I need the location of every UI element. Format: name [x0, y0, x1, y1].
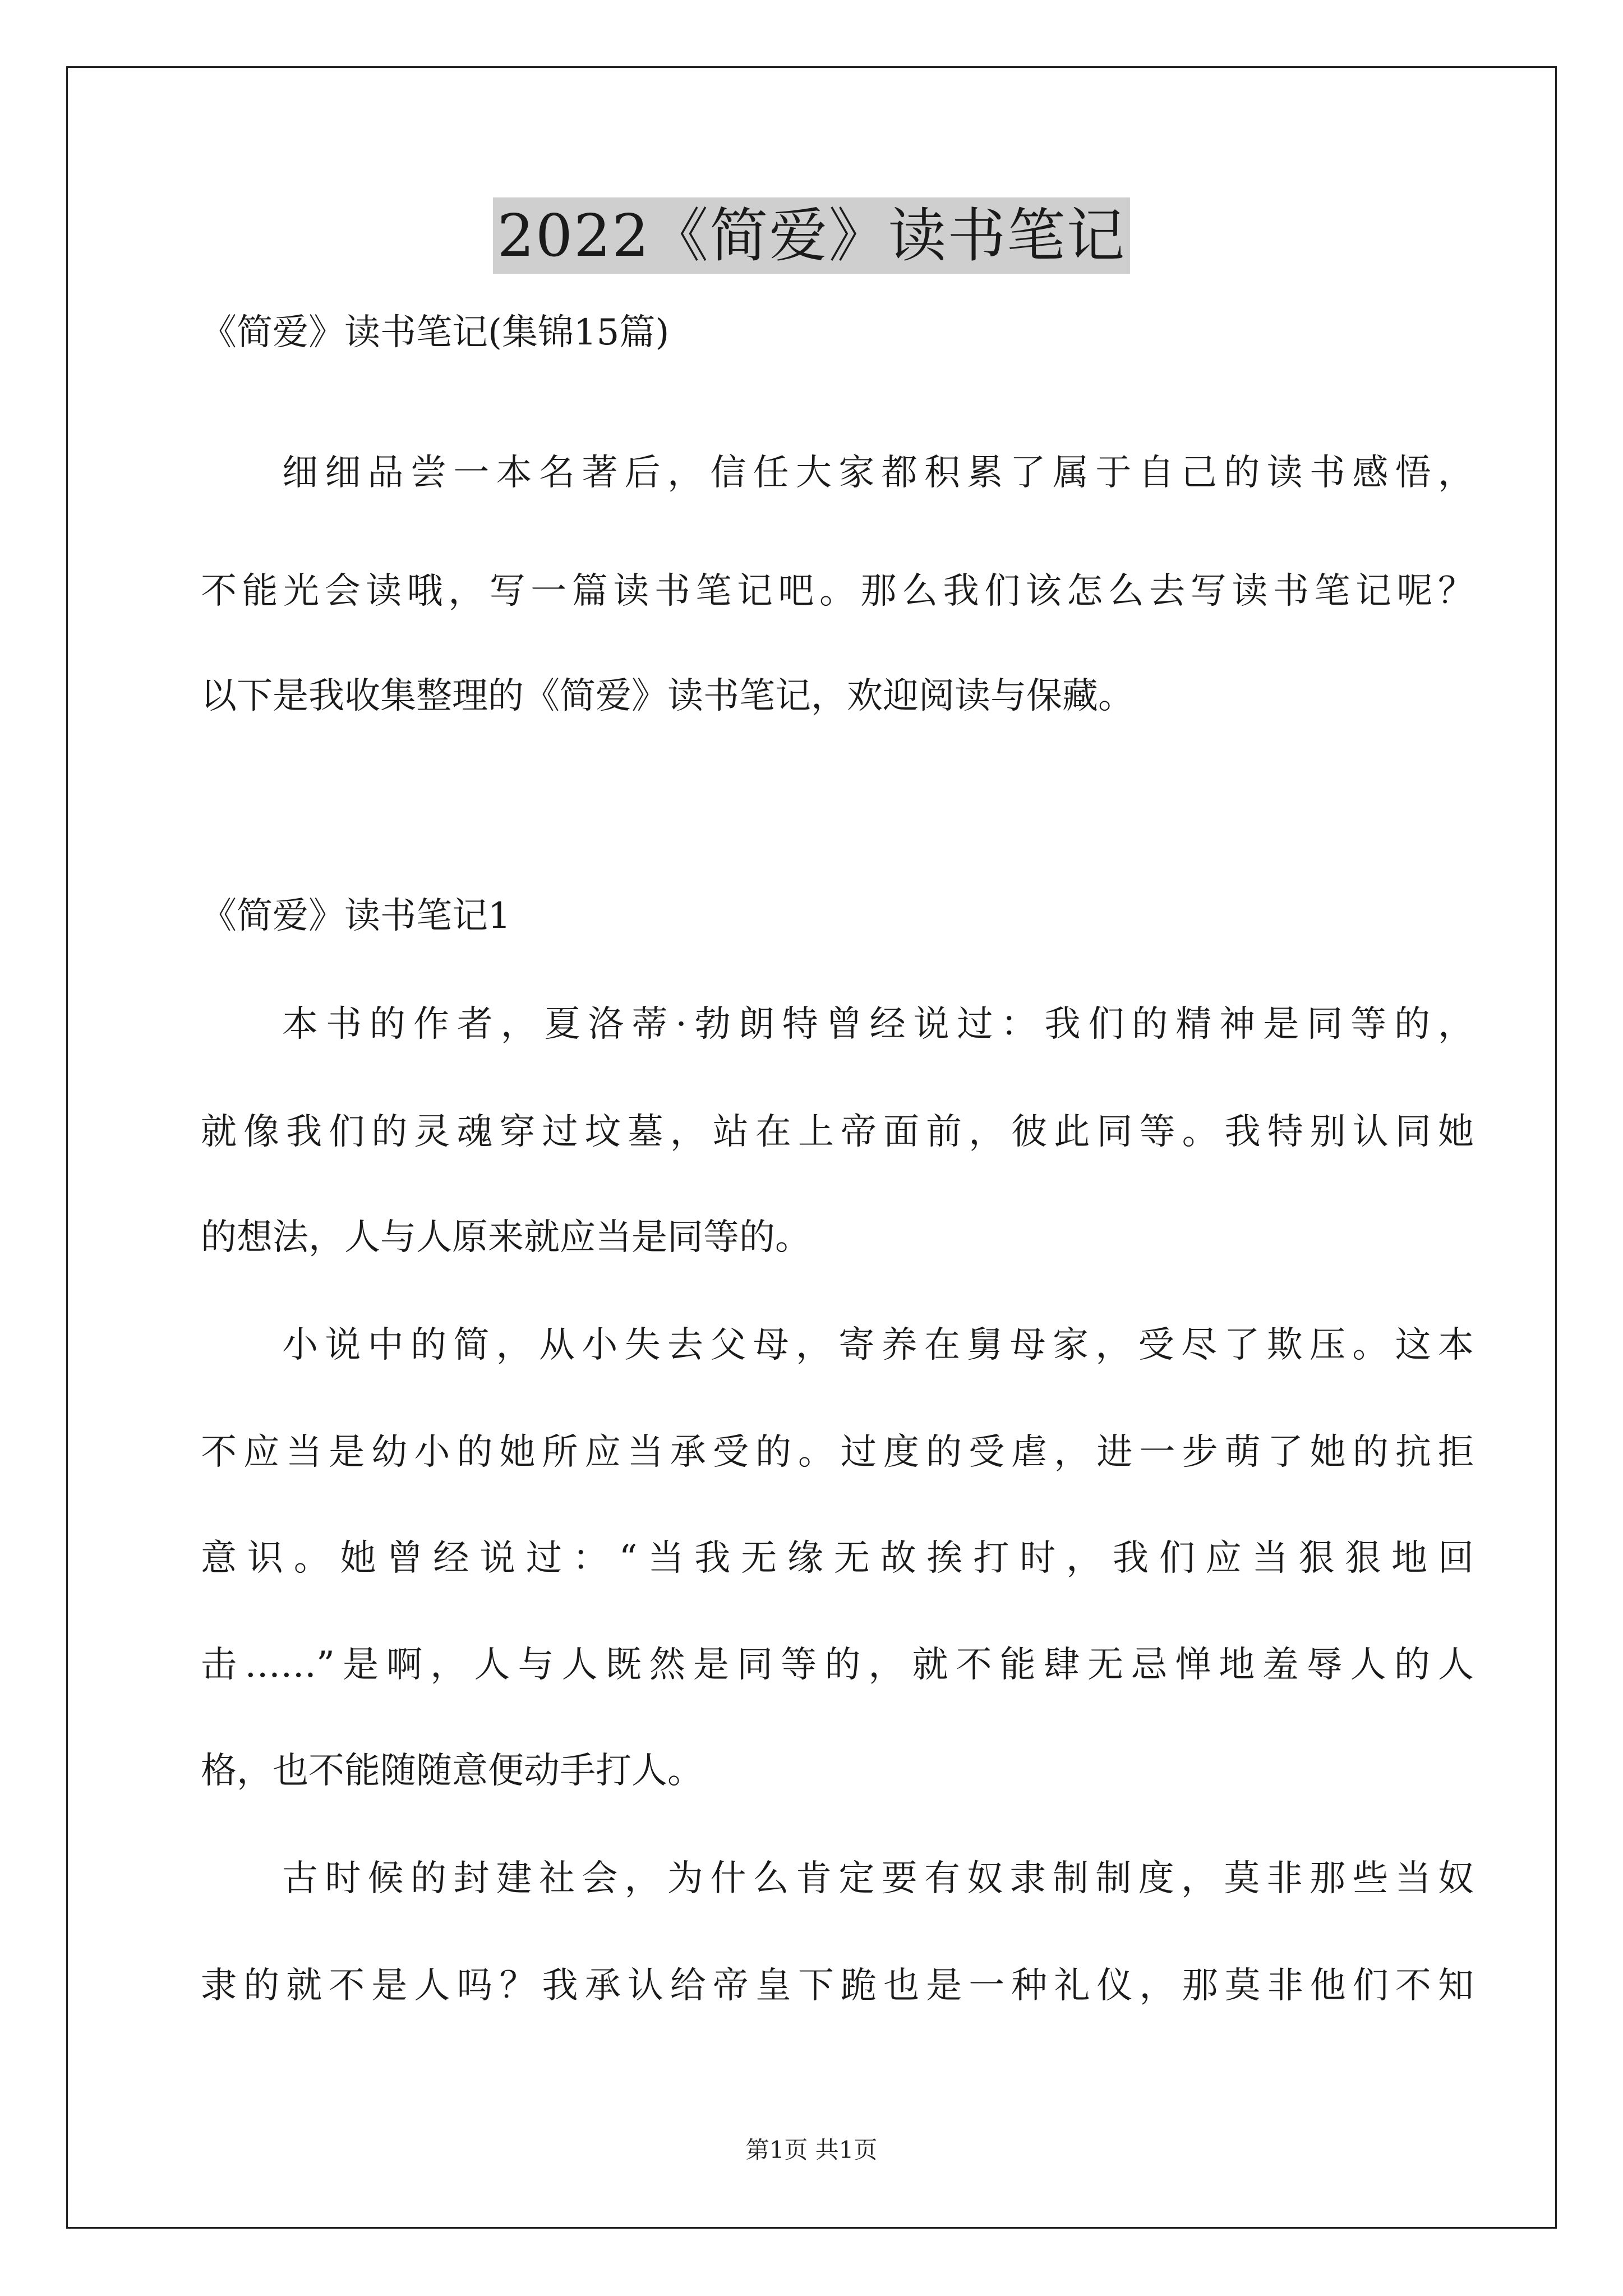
- paragraph1-line-2: 就像我们的灵魂穿过坟墓，站在上帝面前，彼此同等。我特别认同她: [201, 1111, 1474, 1153]
- document-title: 2022《简爱》读书笔记: [493, 197, 1131, 274]
- page-footer: 第1页 共1页: [745, 2136, 878, 2164]
- title-container: [0, 197, 1623, 274]
- section-heading: 《简爱》读书笔记1: [201, 895, 511, 937]
- intro-line-3: 以下是我收集整理的《简爱》读书笔记，欢迎阅读与保藏。: [201, 675, 1134, 717]
- paragraph3-line-1: 古时候的封建社会，为什么肯定要有奴隶制制度，莫非那些当奴: [282, 1858, 1474, 1899]
- paragraph3-line-2: 隶的就不是人吗？我承认给帝皇下跪也是一种礼仪，那莫非他们不知: [201, 1965, 1474, 2007]
- paragraph1-line-1: 本书的作者，夏洛蒂·勃朗特曾经说过：我们的精神是同等的，: [282, 1004, 1474, 1045]
- document-subtitle: 《简爱》读书笔记(集锦15篇): [201, 312, 670, 353]
- paragraph2-line-2: 不应当是幼小的她所应当承受的。过度的受虐，进一步萌了她的抗拒: [201, 1432, 1474, 1473]
- paragraph2-line-1: 小说中的简，从小失去父母，寄养在舅母家，受尽了欺压。这本: [282, 1324, 1474, 1366]
- paragraph2-line-4: 击……”是啊，人与人既然是同等的，就不能肆无忌惮地羞辱人的人: [201, 1644, 1474, 1686]
- intro-line-1: 细细品尝一本名著后，信任大家都积累了属于自己的读书感悟，: [282, 452, 1474, 494]
- paragraph1-line-3: 的想法，人与人原来就应当是同等的。: [201, 1217, 811, 1258]
- intro-line-2: 不能光会读哦，写一篇读书笔记吧。那么我们该怎么去写读书笔记呢？: [201, 570, 1474, 612]
- paragraph2-line-5: 格，也不能随随意便动手打人。: [201, 1750, 703, 1792]
- paragraph2-line-3: 意识。她曾经说过：“当我无缘无故挨打时，我们应当狠狠地回: [201, 1538, 1474, 1579]
